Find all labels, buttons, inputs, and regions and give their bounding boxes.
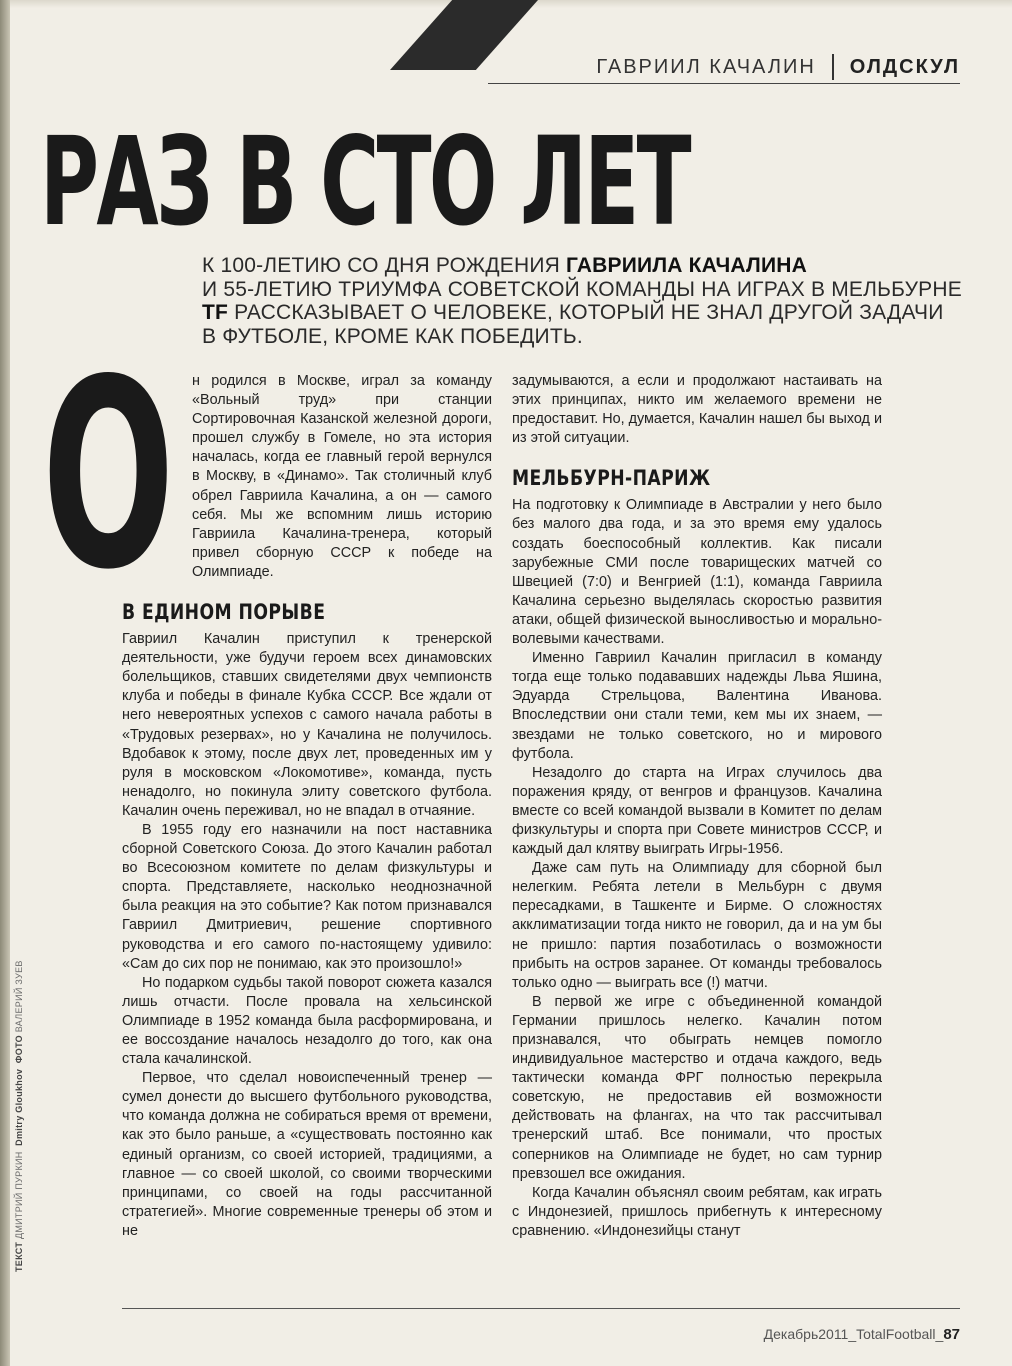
- paragraph: Даже сам путь на Олимпиаду для сборной был нелегким. Ребята летели в Мельбурн с двумя пересадками, в Ташкенте и Бирме. О сложностях акклиматизации тогда никто не говорил, да и на ум бы не пришло: партия позаботилась о возможности прибыть на остров заранее. От команды требовалось только одно — выиграть все (!) матчи.: [512, 860, 882, 991]
- paragraph: На подготовку к Олимпиаде в Австралии у него было без малого два года, и за это время ему удалось создать боеспособный коллектив. Как писали зарубежные СМИ после товарищеских матчей со Швецией (7:0) и Венгрией (1:1), команда Гавриила Качалина серьезно выделялась скоростью развития атаки, общей физической выносливостью и морально-волевыми качествами.: [512, 497, 882, 648]
- header-rule: [488, 83, 960, 84]
- lead-line-1: [202, 254, 902, 278]
- paragraph: Первое, что сделал новоиспеченный тренер — сумел донести до высшего футбольного руководства, что команда должна не собираться время от времени, как это было раньше, а «существовать постоянно как единый организм, со своей историей, традициями, а главное — со своей школой, со своими творческими принципами, со своей на годы рассчитанной стратегией». Многие современные тренеры об этом и не: [122, 1070, 492, 1239]
- page-binding-edge: [0, 0, 10, 1366]
- running-header: [596, 52, 960, 82]
- paragraph: Незадолго до старта на Играх случилось два поражения кряду, от венгров и французов. Качалина вместе со всей командой вызвали в Комитет по делам физкультуры и спорта при Совете министров СССР, и каждый дал клятву выиграть Игры-1956.: [512, 764, 882, 858]
- credit-text-label: ТЕКСТ: [14, 1241, 24, 1272]
- page-number: 87: [943, 1326, 960, 1343]
- paragraph: задумываются, а если и продолжают настаивать на этих принципах, никто им желаемого времени не предоставит. Но, думается, Качалин нашел бы выход и из этой ситуации.: [512, 373, 882, 447]
- subheading-2: МЕЛЬБУРН-ПАРИЖ: [512, 466, 711, 491]
- article-column-2: [512, 372, 882, 1241]
- lead-name: ГАВРИИЛА КАЧАЛИНА: [566, 254, 807, 277]
- lead-line-3: [202, 301, 944, 325]
- lead-magazine-abbr: TF: [202, 301, 229, 324]
- footer-rule: [122, 1308, 960, 1309]
- article-title: РАЗ В СТО ЛЕТ: [40, 111, 689, 253]
- credit-photo-label: ФОТО: [14, 1035, 24, 1064]
- paragraph: Именно Гавриил Качалин пригласил в команду тогда еще только подававших надежды Льва Яшина, Эдуарда Стрельцова, Валентина Иванова. Впоследствии они стали теми, кем мы их знаем, — звездами не только советского, но и мирового футбола.: [512, 650, 882, 762]
- subheading-1: В ЕДИНОМ ПОРЫВЕ: [122, 600, 326, 625]
- header-section: ОЛДСКУЛ: [849, 55, 960, 78]
- lead-line-4: В ФУТБОЛЕ, КРОМЕ КАК ПОБЕДИТЬ.: [202, 324, 583, 348]
- paragraph: Гавриил Качалин приступил к тренерской деятельности, уже будучи героем всех динамовских болельщиков, ставших свидетелями двух чемпионств клуба и победы в финале Кубка СССР. Все ждали от него невероятных успехов с самого начала работы в «Трудовых резервах», но у Качалина не получилось. Вдобавок к этому, после двух лет, проведенных им у руля в московском «Локомотиве», команда, пусть ненадолго, но покинула элиту советского футбола. Качалин очень переживал, но не впадал в отчаяние.: [122, 631, 492, 819]
- drop-cap: О: [42, 325, 175, 627]
- credit-photo-author: ВАЛЕРИЙ ЗУЕВ: [14, 960, 24, 1033]
- lead-line-2: И 55-ЛЕТИЮ ТРИУМФА СОВЕТСКОЙ КОМАНДЫ НА ИГРАХ В МЕЛЬБУРНЕ: [202, 277, 962, 301]
- article-column-1: [122, 372, 492, 1241]
- lead-line-3-text: РАССКАЗЫВАЕТ О ЧЕЛОВЕКЕ, КОТОРЫЙ НЕ ЗНАЛ ДРУГОЙ ЗАДАЧИ: [228, 301, 944, 324]
- article-lead: [202, 254, 962, 348]
- footer-issue: Декабрь2011_TotalFootball_: [763, 1326, 944, 1342]
- paragraph: В первой же игре с объединенной командой Германии пришлось нелегко. Качалин потом признавался, что обыграть немцев помогло индивидуальное мастерство и отдача каждого, ведь тактически команда ФРГ полностью перекрыла советскую, не предоставив ей возможности действовать на флангах, на что так рассчитывал тренерский штаб. Все понимали, что простых соперников на Олимпиаде не будет, но сам турнир превзошел все ожидания.: [512, 993, 882, 1182]
- photo-credit-text: [14, 960, 24, 1272]
- page-footer: [764, 1326, 960, 1343]
- intro-paragraph: н родился в Москве, играл за команду «Вольный труд» при станции Сортировочная Казанской железной дороги, прошел службу в Гомеле, но эта история началась, когда ее главный герой вернулся в Москву, в «Динамо». Так столичный клуб обрел Гавриила Качалина, а он — самого себя. Мы же вспомним лишь историю Гавриила Качалина-тренера, который привел сборную СССР к победе на Олимпиаде.: [192, 373, 492, 580]
- header-author: ГАВРИИЛ КАЧАЛИН: [596, 55, 816, 78]
- credit-photo-agency: Dmitry Gloukhov: [14, 1068, 24, 1146]
- paragraph: Но подарком судьбы такой поворот сюжета казался лишь отчасти. После провала на хельсинской Олимпиаде в 1952 команда была расформирована, и ее воссоздание началось незадолго до того, как она стала качалинской.: [122, 974, 492, 1068]
- paragraph: Когда Качалин объяснял своим ребятам, как играть с Индонезией, пришлось прибегнуть к интересному сравнению. «Индонезийцы станут: [512, 1184, 882, 1239]
- decorative-stripe: [390, 0, 538, 70]
- paragraph: В 1955 году его назначили на пост наставника сборной Советского Союза. До этого Качалин работал во Всесоюзном комитете по делам физкультуры и спорта. Представляете, насколько неоднозначной была реакция на это событие? Как потом признавался Гавриил Дмитриевич, решение спортивного руководства и его самого по-настоящему удивило: «Сам до сих пор не понимаю, как это произошло!»: [122, 821, 492, 972]
- header-divider: [832, 54, 834, 80]
- lead-line-1-text: К 100-ЛЕТИЮ СО ДНЯ РОЖДЕНИЯ: [202, 254, 567, 277]
- credit-text-author: ДМИТРИЙ ПУРКИН: [14, 1151, 24, 1240]
